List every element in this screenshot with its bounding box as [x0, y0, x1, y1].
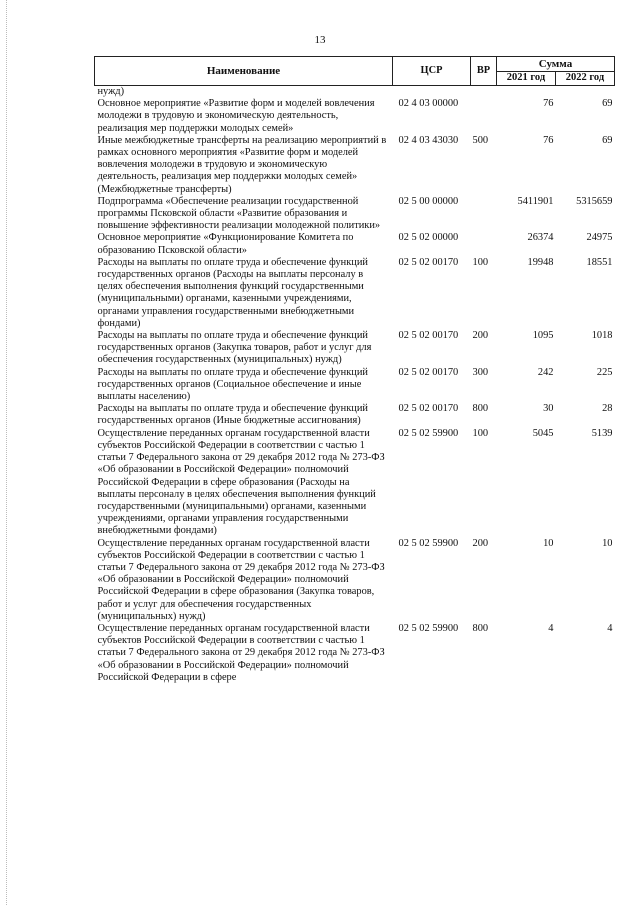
- table-header: [95, 57, 615, 86]
- table-row: [95, 623, 615, 684]
- row-sum-2022: 1018: [591, 330, 613, 342]
- row-vr: 500: [472, 134, 489, 146]
- table-row: [95, 330, 615, 367]
- row-sum-2021: 1095: [532, 330, 554, 342]
- table-row: [95, 428, 615, 538]
- row-sum-2021: 10: [543, 537, 554, 549]
- row-sum-2021: 4: [548, 622, 554, 634]
- row-csr: 02 5 02 00170: [398, 403, 459, 415]
- row-vr: [471, 86, 497, 99]
- row-csr: 02 5 02 00170: [398, 330, 459, 342]
- table-row: [95, 135, 615, 196]
- row-csr: 02 5 02 59900: [398, 427, 459, 439]
- row-vr: 800: [472, 403, 489, 415]
- row-vr: [471, 196, 497, 233]
- header-csr: ЦСР: [393, 57, 471, 86]
- table-row: [95, 367, 615, 404]
- row-csr: 02 5 02 59900: [398, 622, 459, 634]
- row-sum-2021: 242: [537, 366, 554, 378]
- row-sum-2022: 4: [607, 622, 613, 634]
- row-sum-2022: [556, 86, 615, 99]
- table-row: [95, 257, 615, 330]
- table-row: [95, 403, 615, 427]
- scan-edge-line: [6, 0, 7, 905]
- row-sum-2021: 5045: [532, 427, 554, 439]
- table-row: [95, 538, 615, 623]
- row-vr: 100: [472, 427, 489, 439]
- row-csr: 02 4 03 00000: [398, 98, 459, 110]
- table-body: [95, 86, 615, 684]
- row-sum-2021: [497, 86, 556, 99]
- row-sum-2022: 69: [602, 98, 613, 110]
- row-sum-2021: 5411901: [517, 195, 554, 207]
- row-vr: [471, 232, 497, 256]
- row-csr: 02 4 03 43030: [398, 134, 459, 146]
- row-vr: [471, 98, 497, 135]
- row-sum-2022: 10: [602, 537, 613, 549]
- header-vr: ВР: [471, 57, 497, 86]
- header-year-2022: 2022 год: [556, 71, 615, 86]
- table-row: [95, 196, 615, 233]
- row-sum-2021: 76: [543, 98, 554, 110]
- row-sum-2022: 28: [602, 403, 613, 415]
- row-sum-2022: 5315659: [576, 195, 613, 207]
- row-csr: 02 5 02 00000: [398, 232, 459, 244]
- row-name: Осуществление переданных органам государственной власти субъектов Российской Федерации в соответствии с частью 1 статьи 7 Федерального закона от 29 декабря 2012 года № 273-ФЗ «Об образовании в Российской Федерации» полномочий Российской Федерации в сфере: [97, 622, 385, 683]
- table-row: [95, 232, 615, 256]
- row-name: Осуществление переданных органам государственной власти субъектов Российской Федерации в соответствии с частью 1 статьи 7 Федерального закона от 29 декабря 2012 года № 273-ФЗ «Об образовании в Российской Федерации» полномочий Российской Федерации в сфере образования (Закупка товаров, работ и услуг для обеспечения государственных (муниципальных) нужд): [97, 537, 385, 622]
- row-sum-2021: 19948: [527, 256, 554, 268]
- row-name: Основное мероприятие «Развитие форм и моделей вовлечения молодежи в трудовую и экономическую деятельность, реализация мер поддержки молодых семей»: [97, 98, 375, 134]
- row-csr: 02 5 00 00000: [398, 195, 459, 207]
- header-sum: Сумма: [497, 57, 615, 72]
- row-name: Подпрограмма «Обеспечение реализации государственной программы Псковской области «Развитие образования и повышение эффективности реализации молодежной политики»: [97, 195, 381, 232]
- table-row: [95, 86, 615, 99]
- budget-table: [94, 56, 615, 684]
- row-name: Расходы на выплаты по оплате труда и обеспечение функций государственных органов (Закупка товаров, работ и услуг для обеспечения государственных (муниципальных) нужд): [97, 330, 372, 366]
- row-name: нужд): [97, 86, 125, 97]
- header-year-2021: 2021 год: [497, 71, 556, 86]
- row-sum-2021: 26374: [527, 232, 554, 244]
- row-sum-2021: 76: [543, 134, 554, 146]
- row-sum-2022: 24975: [586, 232, 613, 244]
- row-name: Осуществление переданных органам государственной власти субъектов Российской Федерации в соответствии с частью 1 статьи 7 Федерального закона от 29 декабря 2012 года № 273-ФЗ «Об образовании в Российской Федерации» полномочий Российской Федерации в сфере образования (Расходы на выплаты персоналу в целях обеспечения выполнения функций государственными (муниципальными) органами, казенными учреждениями, органами управления государственными внебюджетными фондами): [97, 427, 385, 537]
- row-vr: 200: [472, 537, 489, 549]
- row-vr: 800: [472, 622, 489, 634]
- row-vr: 300: [472, 366, 489, 378]
- row-csr: 02 5 02 59900: [398, 537, 459, 549]
- row-name: Расходы на выплаты по оплате труда и обеспечение функций государственных органов (Расходы на выплаты персоналу в целях обеспечения выполнения функций государственными (муниципальными) органами, казенными учреждениями, органами управления государственными внебюджетными фондами): [97, 256, 368, 329]
- row-name: Иные межбюджетные трансферты на реализацию мероприятий в рамках основного мероприятия «Развитие форм и моделей вовлечения молодежи в трудовую и экономическую деятельность, реализация мер поддержки молодых семей» (Межбюджетные трансферты): [97, 134, 387, 195]
- page-number: 13: [314, 34, 326, 46]
- row-name: Основное мероприятие «Функционирование Комитета по образованию Псковской области»: [97, 232, 354, 256]
- row-name: Расходы на выплаты по оплате труда и обеспечение функций государственных органов (Социальное обеспечение и иные выплаты населению): [97, 366, 368, 403]
- row-sum-2021: 30: [543, 403, 554, 415]
- table-row: [95, 98, 615, 135]
- row-vr: 200: [472, 330, 489, 342]
- row-sum-2022: 225: [596, 366, 613, 378]
- row-sum-2022: 18551: [586, 256, 613, 268]
- row-name: Расходы на выплаты по оплате труда и обеспечение функций государственных органов (Иные бюджетные ассигнования): [97, 403, 368, 427]
- row-csr: [393, 86, 471, 99]
- row-csr: 02 5 02 00170: [398, 366, 459, 378]
- row-sum-2022: 69: [602, 134, 613, 146]
- header-name: Наименование: [95, 57, 393, 86]
- row-csr: 02 5 02 00170: [398, 256, 459, 268]
- row-vr: 100: [472, 256, 489, 268]
- row-sum-2022: 5139: [591, 427, 613, 439]
